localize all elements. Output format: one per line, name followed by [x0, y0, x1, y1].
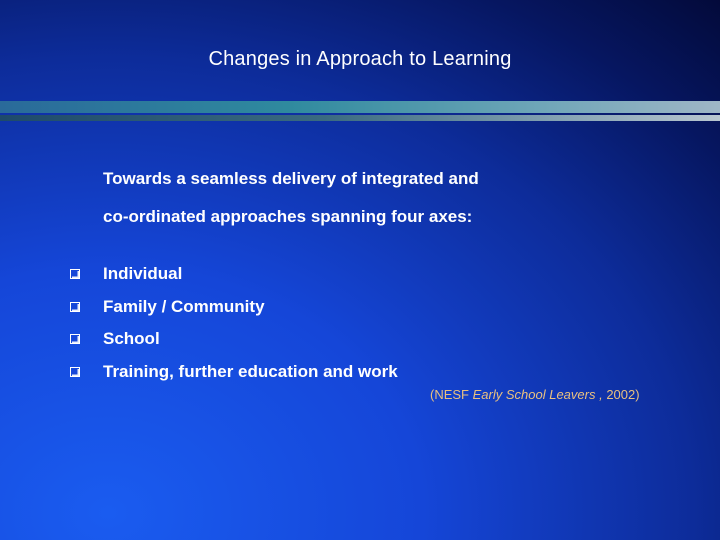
bullet-list [70, 258, 398, 388]
citation [430, 387, 640, 402]
intro-paragraph [103, 160, 663, 236]
list-item [70, 258, 398, 291]
citation-source: Early School Leavers , [472, 387, 603, 402]
divider-bar-bottom [0, 115, 720, 121]
bullet-label: School [103, 329, 160, 349]
checkbox-square-icon [70, 334, 80, 344]
intro-line-2: co-ordinated approaches spanning four axes: [103, 207, 473, 226]
list-item [70, 356, 398, 389]
checkbox-square-icon [70, 367, 80, 377]
intro-line-1: Towards a seamless delivery of integrated and [103, 169, 479, 188]
checkbox-square-icon [70, 302, 80, 312]
bullet-label: Training, further education and work [103, 361, 398, 381]
bullet-label: Individual [103, 264, 183, 284]
bullet-label: Family / Community [103, 296, 265, 316]
divider-bar-top [0, 101, 720, 113]
list-item [70, 291, 398, 324]
checkbox-square-icon [70, 269, 80, 279]
slide-title: Changes in Approach to Learning [208, 48, 512, 70]
citation-year: 2002) [602, 387, 640, 402]
citation-open: (NESF [430, 387, 473, 402]
title-divider [0, 101, 720, 123]
list-item [70, 323, 398, 356]
